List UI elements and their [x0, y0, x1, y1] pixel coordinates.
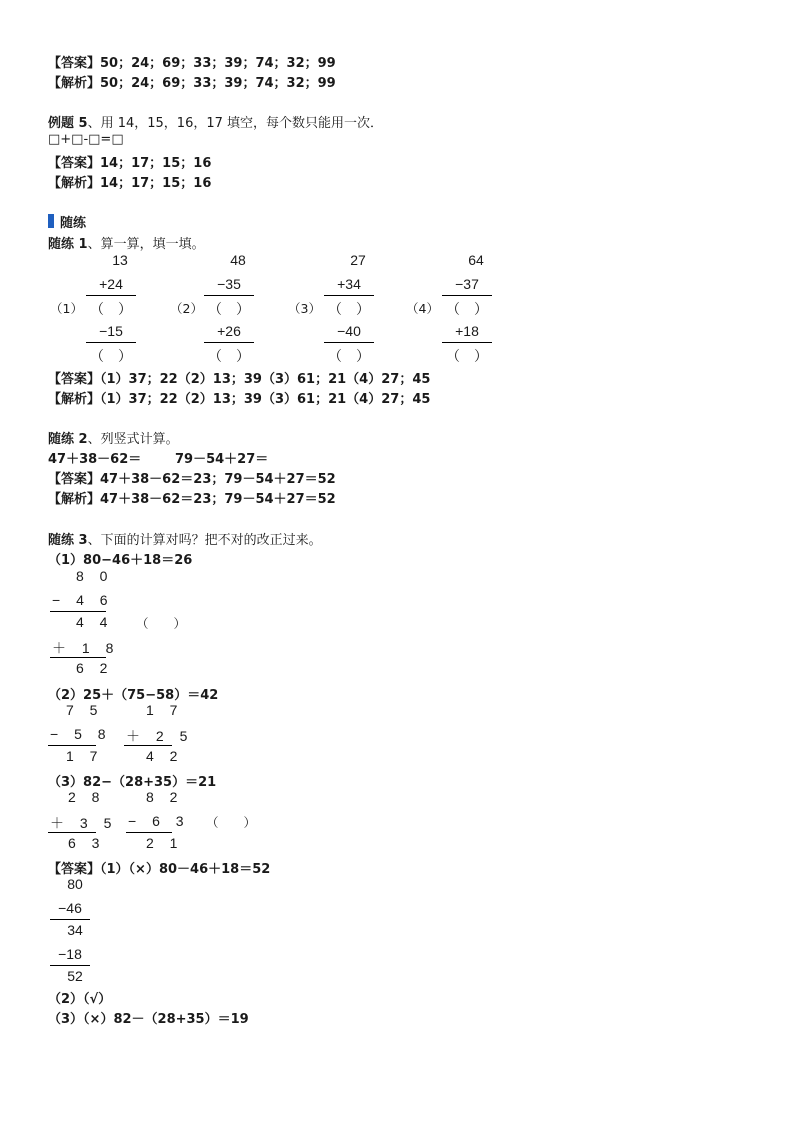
column-index: （2）	[170, 301, 203, 316]
answer-blank: （ ）	[208, 301, 250, 317]
practice3-q2-title: （2）25＋（75−58）＝42	[48, 688, 219, 703]
example5-formula: □+□-□=□	[48, 132, 124, 147]
column-op1: +34	[337, 276, 361, 292]
q1-row1: 8 0	[76, 568, 114, 584]
section-marker	[48, 214, 54, 228]
q3-a-row3: 6 3	[68, 835, 106, 851]
answer-blank: （ ）	[90, 301, 132, 317]
practice-heading: 随练	[60, 216, 87, 231]
answer-blank: （ ）	[208, 348, 250, 364]
example5-question	[48, 112, 383, 131]
practice2-analysis: 【解析】47＋38－62＝23；79－54＋27＝52	[48, 492, 336, 507]
work-row5: 52	[67, 968, 83, 984]
example5-answer: 【答案】14；17；15；16	[48, 156, 212, 171]
column-index: （3）	[288, 301, 321, 316]
answer-blank: （ ）	[328, 301, 370, 317]
divider	[442, 295, 492, 296]
practice2-label: 随练 2	[48, 432, 88, 447]
q1-judge-blank: （ ）	[136, 616, 187, 631]
divider	[324, 295, 374, 296]
column-start: 13	[112, 252, 128, 268]
divider	[48, 832, 96, 833]
practice1-label: 随练 1	[48, 237, 88, 252]
divider	[86, 342, 136, 343]
top-answer: 【答案】50；24；69；33；39；74；32；99	[48, 56, 336, 71]
practice1-answer: 【答案】（1）37；22（2）13；39（3）61；21（4）27；45	[48, 372, 431, 387]
practice3-answer: 【答案】（1）（×）80－46＋18＝52	[48, 862, 271, 877]
q1-row2: − 4 6	[52, 592, 114, 608]
practice1-analysis: 【解析】（1）37；22（2）13；39（3）61；21（4）27；45	[48, 392, 431, 407]
answer-blank: （ ）	[328, 348, 370, 364]
practice3-q1-title: （1）80−46＋18＝26	[48, 553, 193, 568]
column-op2: −40	[337, 323, 361, 339]
practice3-answer-3: （3）（×）82－（28+35）＝19	[48, 1012, 249, 1027]
divider	[50, 965, 90, 966]
column-op2: −15	[99, 323, 123, 339]
divider	[324, 342, 374, 343]
q3-b-row3: 2 1	[146, 835, 184, 851]
divider	[126, 832, 172, 833]
column-op1: +24	[99, 276, 123, 292]
q2-a-row1: 7 5	[66, 702, 104, 718]
divider	[86, 295, 136, 296]
q1-row3: 4 4	[76, 614, 114, 630]
example5-label: 例题 5	[48, 116, 88, 131]
column-op2: +18	[455, 323, 479, 339]
example5-text: 、用 14，15，16，17 填空，每个数只能用一次．	[87, 116, 384, 131]
answer-blank: （ ）	[446, 348, 488, 364]
practice2-eq1: 47＋38－62＝	[48, 452, 142, 467]
column-op2: +26	[217, 323, 241, 339]
column-index: （4）	[406, 301, 439, 316]
practice1-question	[48, 233, 205, 252]
divider	[124, 745, 172, 746]
q1-row5: 6 2	[76, 660, 114, 676]
q2-b-row3: 4 2	[146, 748, 184, 764]
practice3-label: 随练 3	[48, 533, 88, 548]
answer-blank: （ ）	[90, 348, 132, 364]
column-start: 27	[350, 252, 366, 268]
practice2-eq2: 79－54＋27＝	[175, 452, 269, 467]
divider	[50, 657, 106, 658]
divider	[50, 611, 106, 612]
q3-judge-blank: （ ）	[206, 815, 257, 830]
practice3-question	[48, 529, 322, 548]
q1-row4: ＋ 1 8	[52, 640, 120, 656]
column-index: （1）	[50, 301, 83, 316]
practice2-text: 、列竖式计算。	[87, 432, 179, 447]
q2-a-row3: 1 7	[66, 748, 104, 764]
practice3-text: 、下面的计算对吗？把不对的改正过来。	[87, 533, 322, 548]
q3-a-row2: ＋ 3 5	[50, 815, 118, 831]
work-row1: 80	[67, 876, 83, 892]
divider	[50, 919, 90, 920]
q3-b-row2: − 6 3	[128, 813, 190, 829]
q2-b-row2: ＋ 2 5	[126, 728, 194, 744]
column-op1: −37	[455, 276, 479, 292]
practice2-answer: 【答案】47＋38－62＝23；79－54＋27＝52	[48, 472, 336, 487]
column-start: 64	[468, 252, 484, 268]
answer-blank: （ ）	[446, 301, 488, 317]
practice1-text: 、算一算，填一填。	[87, 237, 205, 252]
column-op1: −35	[217, 276, 241, 292]
top-analysis: 【解析】50；24；69；33；39；74；32；99	[48, 76, 336, 91]
divider	[48, 745, 96, 746]
example5-analysis: 【解析】14；17；15；16	[48, 176, 212, 191]
divider	[204, 295, 254, 296]
practice3-answer-2: （2）（√）	[48, 992, 112, 1007]
q3-a-row1: 2 8	[68, 789, 106, 805]
work-row3: 34	[67, 922, 83, 938]
divider	[442, 342, 492, 343]
q2-a-row2: − 5 8	[50, 726, 112, 742]
work-row4: −18	[58, 946, 82, 962]
practice3-q3-title: （3）82−（28+35）＝21	[48, 775, 217, 790]
q2-b-row1: 1 7	[146, 702, 184, 718]
column-start: 48	[230, 252, 246, 268]
work-row2: −46	[58, 900, 82, 916]
q3-b-row1: 8 2	[146, 789, 184, 805]
divider	[204, 342, 254, 343]
practice2-question	[48, 428, 179, 447]
